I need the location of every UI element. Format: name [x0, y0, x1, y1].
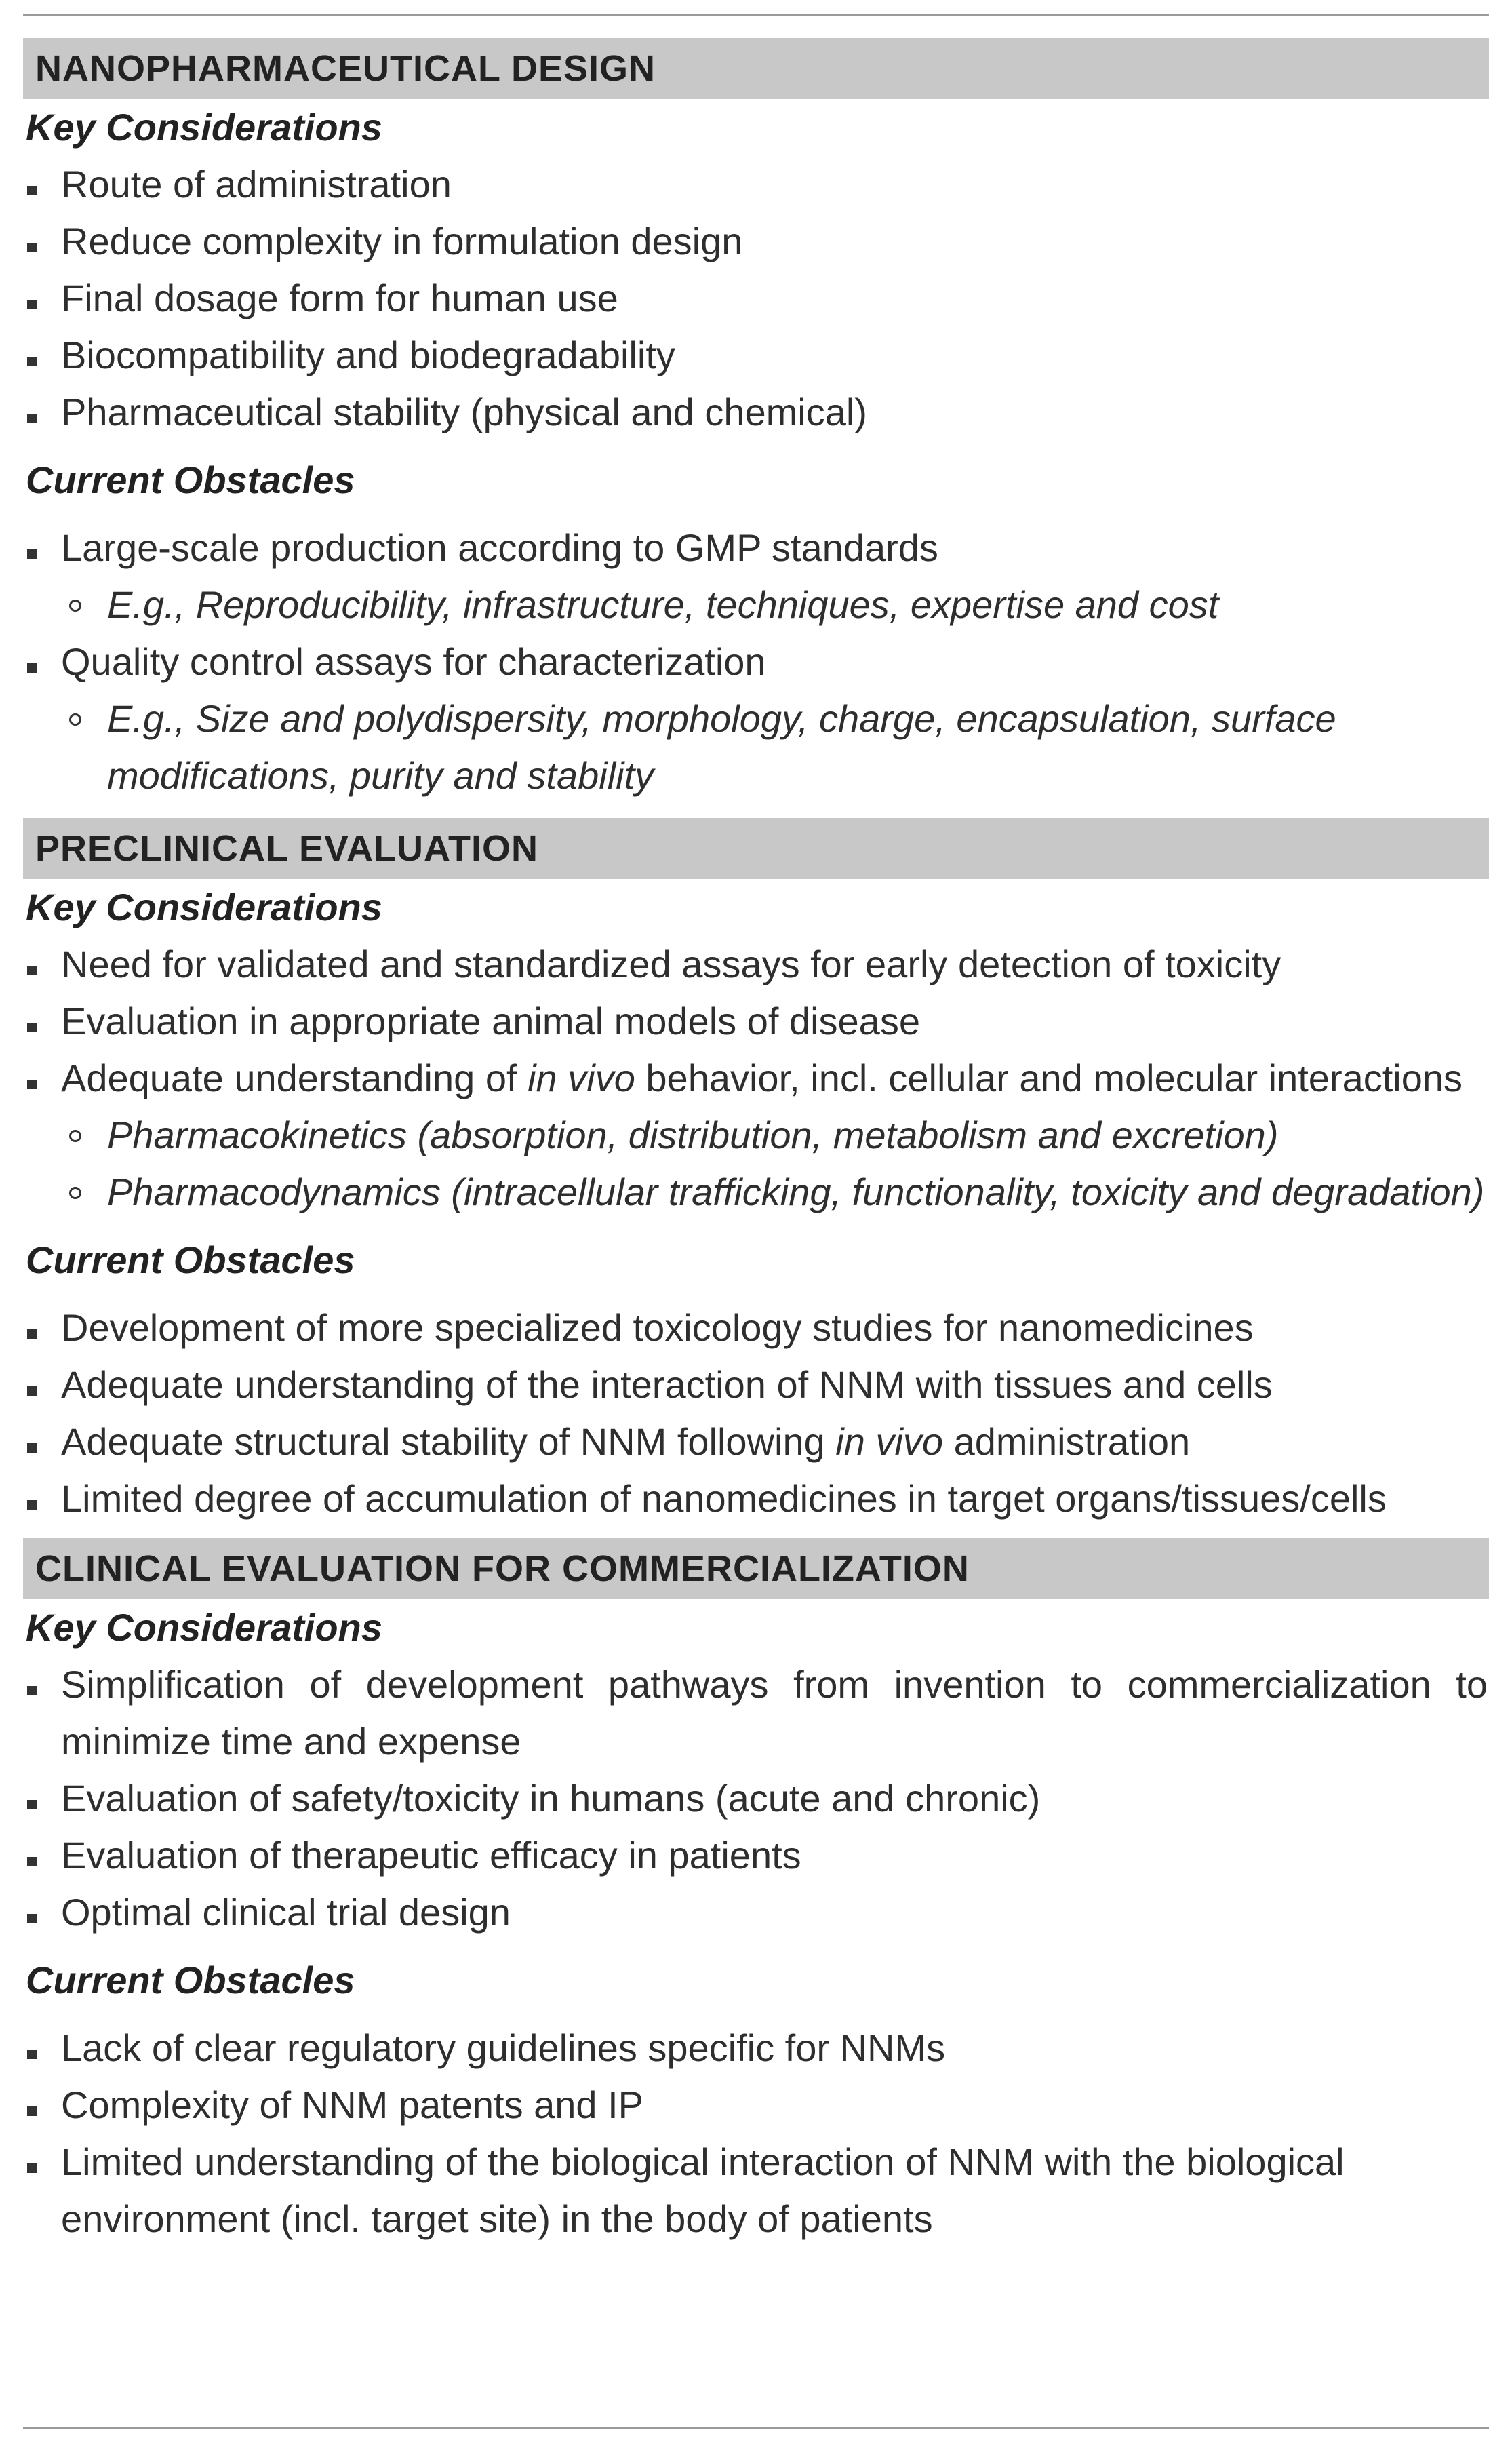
- list-item: Need for validated and standardized assays for early detection of toxicity: [0, 936, 1512, 993]
- list-item: Limited degree of accumulation of nanomedicines in target organs/tissues/cells: [0, 1470, 1512, 1527]
- square-bullet-icon: [27, 1914, 37, 1923]
- section-header: NANOPHARMACEUTICAL DESIGN: [23, 38, 1489, 99]
- current-obstacles-heading: Current Obstacles: [26, 1959, 355, 2001]
- sub-list: [61, 690, 1488, 804]
- current-obstacles-list: [0, 2020, 1512, 2248]
- section-preclinical: [0, 804, 1512, 1527]
- list-item: Route of administration: [0, 156, 1512, 213]
- square-bullet-icon: [27, 2106, 37, 2116]
- square-bullet-icon: [27, 1080, 37, 1089]
- square-bullet-icon: [27, 1443, 37, 1453]
- square-bullet-icon: [27, 1500, 37, 1510]
- circle-bullet-icon: [69, 1187, 81, 1199]
- square-bullet-icon: [27, 1800, 37, 1809]
- list-item: Limited understanding of the biological interaction of NNM with the biological environment (incl. target site) in the body of patients: [0, 2134, 1512, 2248]
- square-bullet-icon: [27, 2163, 37, 2173]
- square-bullet-icon: [27, 414, 37, 423]
- bottom-rule: [23, 2427, 1489, 2429]
- key-considerations-list: [0, 156, 1512, 441]
- square-bullet-icon: [27, 357, 37, 366]
- current-obstacles-heading: Current Obstacles: [26, 458, 355, 501]
- circle-bullet-icon: [69, 1130, 81, 1142]
- list-item: Final dosage form for human use: [0, 270, 1512, 327]
- list-item: Large-scale production according to GMP standards E.g., Reproducibility, infrastructure, techniques, expertise and cost: [0, 519, 1512, 633]
- section-header: PRECLINICAL EVALUATION: [23, 818, 1489, 879]
- list-item: Adequate understanding of in vivo behavior, incl. cellular and molecular interactions Pharmacokinetics (absorption, distribution, metabolism and excretion) Pharmacodynamics (intracellular trafficking, functionality, toxicity and degradation): [0, 1050, 1512, 1221]
- square-bullet-icon: [27, 186, 37, 195]
- current-obstacles-list: [0, 1299, 1512, 1527]
- list-item: Evaluation in appropriate animal models of disease: [0, 993, 1512, 1050]
- list-item: Pharmaceutical stability (physical and chemical): [0, 384, 1512, 441]
- list-item: Biocompatibility and biodegradability: [0, 327, 1512, 384]
- sub-list: [61, 1107, 1488, 1221]
- key-considerations-list: [0, 1656, 1512, 1941]
- key-considerations-heading: Key Considerations: [26, 886, 382, 928]
- list-item: Complexity of NNM patents and IP: [0, 2077, 1512, 2134]
- list-item: Evaluation of safety/toxicity in humans (acute and chronic): [0, 1770, 1512, 1827]
- section-clinical: [0, 1527, 1512, 2248]
- current-obstacles-list: [0, 519, 1512, 804]
- square-bullet-icon: [27, 1023, 37, 1032]
- current-obstacles-heading: Current Obstacles: [26, 1238, 355, 1281]
- list-item: Development of more specialized toxicology studies for nanomedicines: [0, 1299, 1512, 1356]
- sub-list-item: Pharmacodynamics (intracellular trafficking, functionality, toxicity and degradation): [61, 1164, 1488, 1221]
- list-item: Optimal clinical trial design: [0, 1884, 1512, 1941]
- list-item: Lack of clear regulatory guidelines specific for NNMs: [0, 2020, 1512, 2077]
- square-bullet-icon: [27, 966, 37, 975]
- sub-list-item: E.g., Size and polydispersity, morphology, charge, encapsulation, surface modifications, purity and stability: [61, 690, 1488, 804]
- sub-list-item: E.g., Reproducibility, infrastructure, techniques, expertise and cost: [61, 576, 1488, 633]
- square-bullet-icon: [27, 663, 37, 673]
- list-item: Adequate understanding of the interaction of NNM with tissues and cells: [0, 1356, 1512, 1413]
- sub-list-item: Pharmacokinetics (absorption, distribution, metabolism and excretion): [61, 1107, 1488, 1164]
- square-bullet-icon: [27, 1386, 37, 1396]
- square-bullet-icon: [27, 549, 37, 559]
- square-bullet-icon: [27, 1686, 37, 1695]
- section-design: [0, 0, 1512, 804]
- list-item: Quality control assays for characterization E.g., Size and polydispersity, morphology, charge, encapsulation, surface modifications, purity and stability: [0, 633, 1512, 804]
- list-item: Simplification of development pathways from invention to commercialization to minimize time and expense: [0, 1656, 1512, 1770]
- square-bullet-icon: [27, 300, 37, 309]
- circle-bullet-icon: [69, 600, 81, 612]
- square-bullet-icon: [27, 1329, 37, 1339]
- list-item: Adequate structural stability of NNM following in vivo administration: [0, 1413, 1512, 1470]
- square-bullet-icon: [27, 243, 37, 252]
- section-header: CLINICAL EVALUATION FOR COMMERCIALIZATION: [23, 1538, 1489, 1599]
- square-bullet-icon: [27, 1857, 37, 1866]
- list-item: Reduce complexity in formulation design: [0, 213, 1512, 270]
- key-considerations-heading: Key Considerations: [26, 106, 382, 149]
- sub-list: [61, 576, 1488, 633]
- key-considerations-heading: Key Considerations: [26, 1606, 382, 1649]
- key-considerations-list: [0, 936, 1512, 1221]
- square-bullet-icon: [27, 2050, 37, 2059]
- circle-bullet-icon: [69, 713, 81, 726]
- list-item: Evaluation of therapeutic efficacy in patients: [0, 1827, 1512, 1884]
